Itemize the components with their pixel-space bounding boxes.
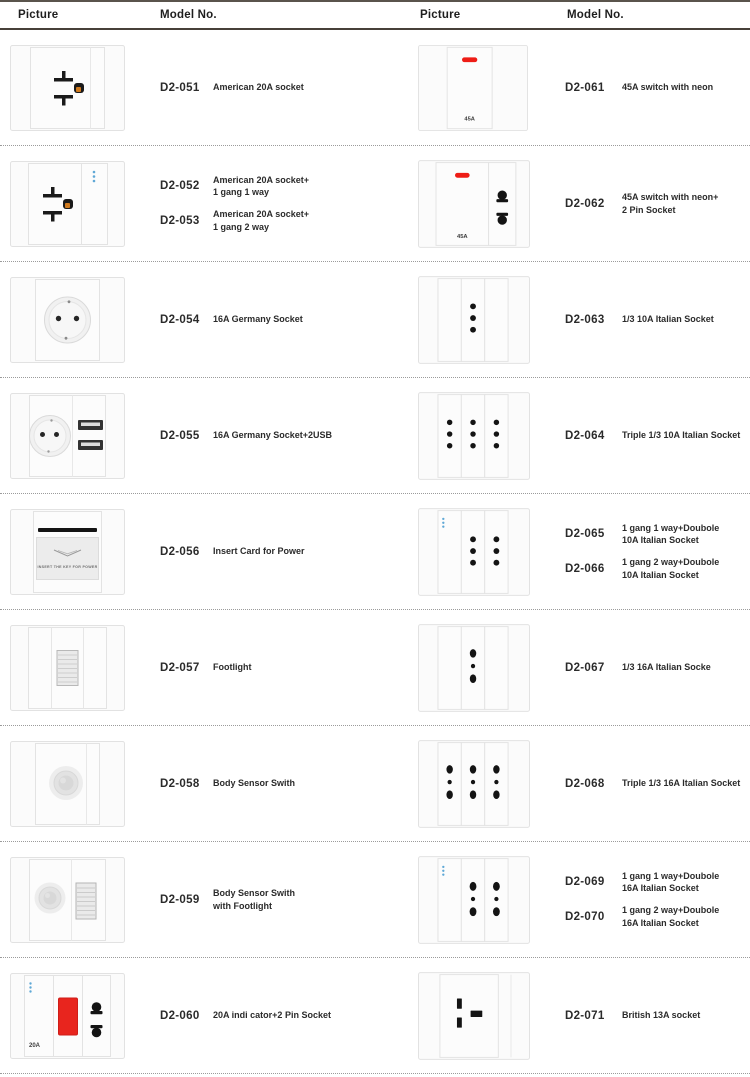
info-cell (145, 545, 375, 558)
model-number: D2-069 (565, 876, 605, 889)
picture-cell (375, 508, 545, 596)
picture-cell (375, 276, 545, 364)
header-picture-left: Picture (18, 9, 59, 21)
picture-cell (0, 741, 145, 827)
model-description: Body Sensor Swith with Footlight (213, 887, 296, 911)
model-description: Triple 1/3 10A Italian Socket (622, 430, 741, 441)
info-cell (545, 191, 750, 216)
product-entry (565, 904, 750, 929)
triple-1-3-10a-italian-socket-picture (418, 392, 530, 480)
product-entry (160, 545, 375, 558)
model-number: D2-059 (160, 893, 200, 906)
model-description: Footlight (213, 662, 252, 673)
product-entry (160, 208, 375, 233)
45a-switch-with-neon-picture (418, 44, 528, 132)
model-number: D2-052 (160, 180, 200, 193)
info-cell (545, 777, 750, 790)
product-entry (160, 174, 375, 199)
table-row (0, 146, 750, 262)
info-cell (145, 887, 375, 912)
picture-cell (0, 45, 145, 131)
info-cell (145, 81, 375, 94)
table-row (0, 726, 750, 842)
model-number: D2-055 (160, 429, 200, 442)
model-number: D2-068 (565, 777, 605, 790)
product-entry (160, 429, 375, 442)
american-20a-socket-picture (10, 45, 125, 131)
picture-cell (0, 161, 145, 247)
table-row (0, 958, 750, 1074)
model-description: 1 gang 1 way+Doubole 16A Italian Socket (622, 870, 720, 894)
model-description: 1 gang 2 way+Doubole 16A Italian Socket (622, 905, 720, 928)
product-entry (160, 313, 375, 326)
product-entry (160, 81, 375, 94)
model-number: D2-063 (565, 313, 605, 326)
insert-card-for-power-picture (10, 509, 125, 595)
model-description: 20A indi cator+2 Pin Socket (213, 1010, 331, 1021)
model-description: American 20A socket (213, 82, 304, 93)
45a-switch-with-neon-2pin-socket-picture (418, 160, 530, 248)
model-description: 16A Germany Socket (213, 314, 303, 325)
product-entry (160, 777, 375, 790)
model-number: D2-065 (565, 528, 605, 541)
info-cell (145, 1009, 375, 1022)
picture-cell (375, 392, 545, 480)
body-sensor-switch-with-footlight-picture (10, 857, 125, 943)
1-3-10a-italian-socket-picture (418, 276, 530, 364)
1-3-16a-italian-socket-picture (418, 624, 530, 712)
model-number: D2-061 (565, 81, 605, 94)
model-number: D2-053 (160, 214, 200, 227)
model-number: D2-067 (565, 661, 605, 674)
product-entry (565, 1009, 750, 1022)
20a-indicator-2pin-socket-picture (10, 973, 125, 1059)
product-entry (160, 887, 375, 912)
body-sensor-switch-picture (10, 741, 125, 827)
table-row (0, 30, 750, 146)
model-number: D2-054 (160, 313, 200, 326)
header-model-right: Model No. (567, 9, 624, 21)
picture-cell (0, 625, 145, 711)
model-number: D2-062 (565, 197, 605, 210)
model-description: American 20A socket+ 1 gang 2 way (213, 209, 309, 232)
model-description: 1/3 10A Italian Socket (622, 314, 714, 325)
info-cell (545, 429, 750, 442)
product-entry (160, 1009, 375, 1022)
model-description: Triple 1/3 16A Italian Socket (622, 778, 741, 789)
product-entry (160, 661, 375, 674)
model-description: Insert Card for Power (213, 546, 305, 557)
1-gang-double-16a-italian-socket-picture (418, 856, 530, 944)
british-13a-socket-picture (418, 972, 530, 1060)
1-gang-double-10a-italian-socket-picture (418, 508, 530, 596)
model-number: D2-070 (565, 910, 605, 923)
product-entry (565, 313, 750, 326)
picture-cell (375, 740, 545, 828)
picture-cell (375, 856, 545, 944)
model-number: D2-060 (160, 1009, 200, 1022)
picture-cell (375, 44, 545, 132)
table-row (0, 610, 750, 726)
product-entry (565, 191, 750, 216)
info-cell (145, 661, 375, 674)
model-description: 16A Germany Socket+2USB (213, 430, 332, 441)
header-model-left: Model No. (160, 9, 217, 21)
info-cell (545, 661, 750, 674)
product-entry (565, 81, 750, 94)
footlight-picture (10, 625, 125, 711)
picture-cell (0, 277, 145, 363)
model-number: D2-066 (565, 562, 605, 575)
product-entry (565, 556, 750, 581)
16a-germany-socket-picture (10, 277, 125, 363)
model-description: 1 gang 1 way+Doubole 10A Italian Socket (622, 522, 720, 546)
table-row (0, 262, 750, 378)
table-row (0, 378, 750, 494)
picture-cell (0, 393, 145, 479)
product-entry (565, 870, 750, 895)
american-20a-socket-with-switch-picture (10, 161, 125, 247)
table-row (0, 494, 750, 610)
info-cell (145, 777, 375, 790)
header-picture-right: Picture (420, 9, 461, 21)
model-number: D2-051 (160, 81, 200, 94)
product-entry (565, 777, 750, 790)
info-cell (545, 1009, 750, 1022)
product-entry (565, 522, 750, 547)
info-cell (145, 313, 375, 326)
picture-cell (0, 509, 145, 595)
model-number: D2-058 (160, 777, 200, 790)
16a-germany-socket-2usb-picture (10, 393, 125, 479)
info-cell (545, 522, 750, 581)
picture-cell (0, 857, 145, 943)
picture-cell (375, 972, 545, 1060)
model-number: D2-057 (160, 661, 200, 674)
amp-badge: 20A (29, 1042, 41, 1049)
amp-badge: 45A (456, 233, 468, 240)
picture-cell (375, 624, 545, 712)
model-description: British 13A socket (622, 1010, 701, 1021)
info-cell (145, 174, 375, 233)
model-description: 45A switch with neon (622, 82, 714, 93)
model-description: Body Sensor Swith (213, 778, 296, 789)
info-cell (545, 81, 750, 94)
model-description: American 20A socket+ 1 gang 1 way (213, 174, 309, 198)
info-cell (545, 313, 750, 326)
table-row (0, 842, 750, 958)
model-description: 1 gang 2 way+Doubole 10A Italian Socket (622, 557, 720, 580)
info-cell (145, 429, 375, 442)
picture-cell (0, 973, 145, 1059)
model-description: 45A switch with neon+ 2 Pin Socket (622, 191, 719, 215)
model-number: D2-071 (565, 1009, 605, 1022)
picture-cell (375, 160, 545, 248)
triple-1-3-16a-italian-socket-picture (418, 740, 530, 828)
amp-badge: 45A (464, 116, 475, 123)
product-entry (565, 661, 750, 674)
product-entry (565, 429, 750, 442)
insert-card-label: INSERT THE KEY FOR POWER (37, 564, 98, 569)
info-cell (545, 870, 750, 929)
model-description: 1/3 16A Italian Socke (622, 662, 711, 673)
table-header (0, 0, 750, 30)
model-number: D2-056 (160, 545, 200, 558)
model-number: D2-064 (565, 429, 605, 442)
